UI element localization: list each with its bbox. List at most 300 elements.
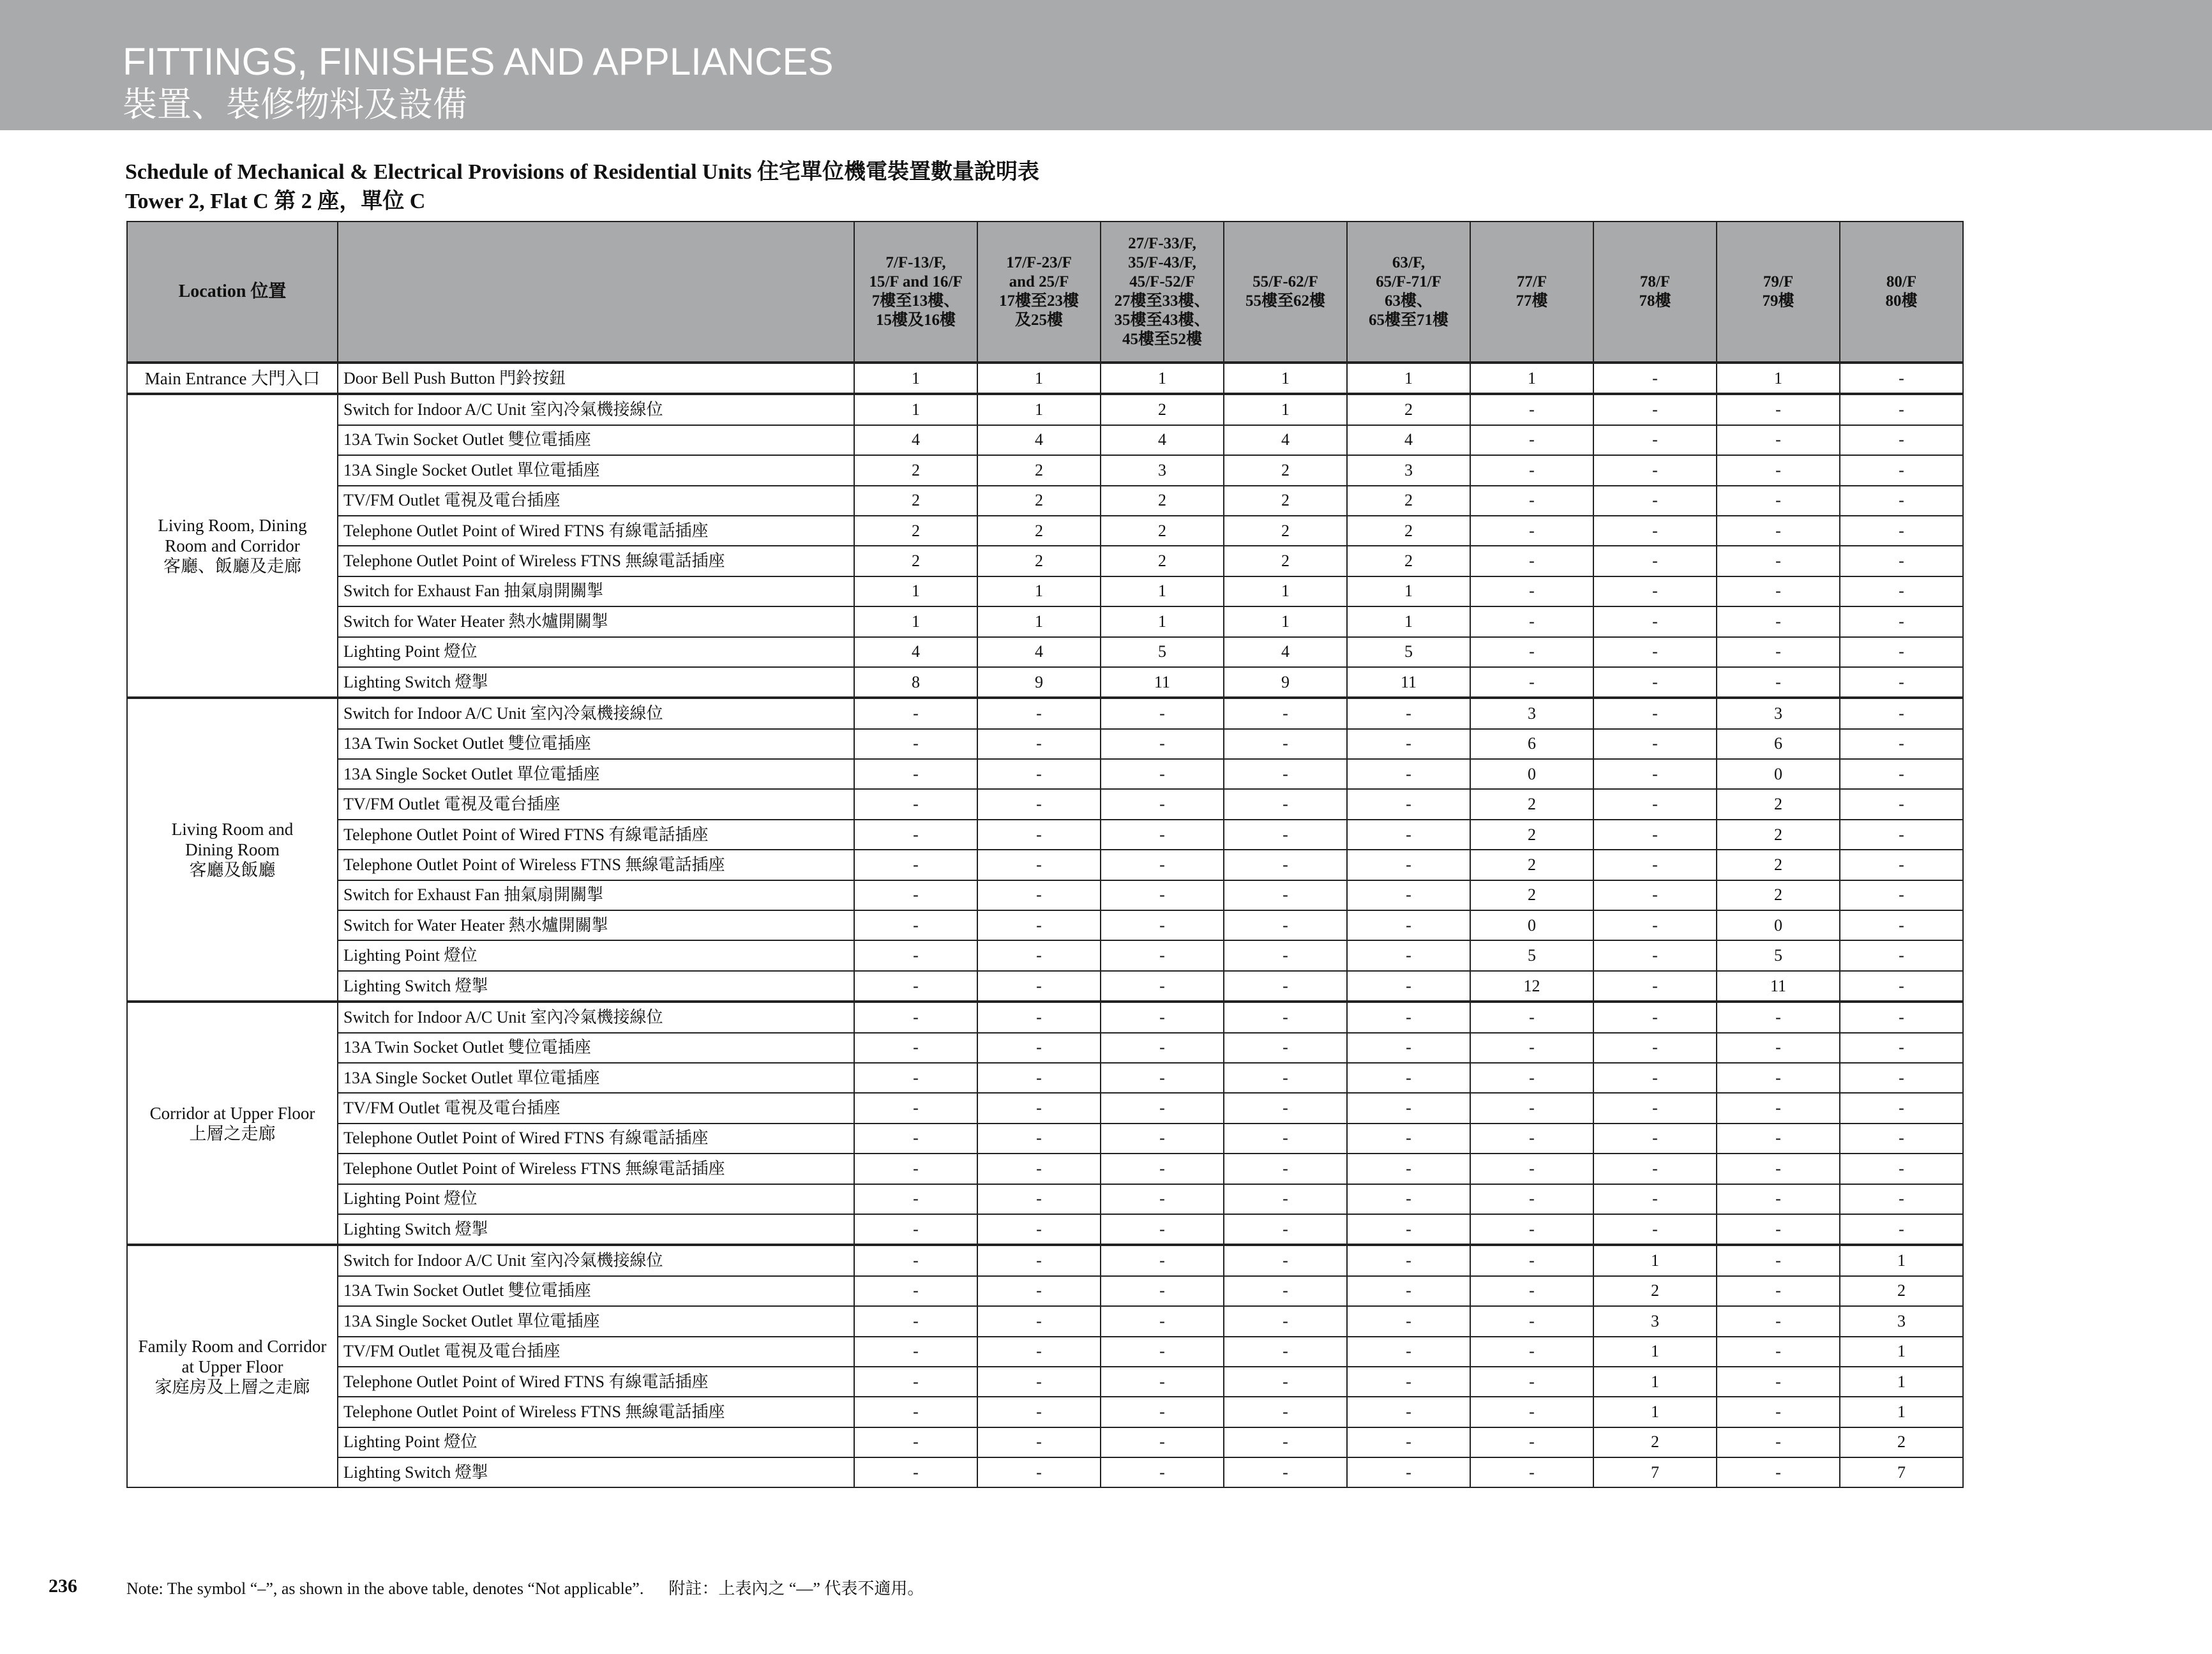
table-row — [127, 363, 1963, 394]
table-row — [127, 1002, 1963, 1032]
quantity-cell: - — [854, 759, 977, 789]
quantity-cell: 7 — [1840, 1457, 1963, 1487]
quantity-cell: - — [1470, 455, 1593, 485]
table-row — [127, 1397, 1963, 1427]
provision-item: TV/FM Outlet 電視及電台插座 — [338, 486, 854, 516]
table-row — [127, 729, 1963, 759]
table-row — [127, 1033, 1963, 1063]
quantity-cell: 2 — [854, 486, 977, 516]
quantity-cell: 2 — [1470, 880, 1593, 910]
quantity-cell: - — [854, 850, 977, 880]
column-header-line: 63樓、 — [1384, 292, 1433, 310]
column-header-line: 77樓 — [1516, 292, 1548, 310]
quantity-cell: - — [1470, 1367, 1593, 1397]
quantity-cell: - — [1593, 363, 1717, 394]
quantity-cell: - — [1593, 455, 1717, 485]
quantity-cell: - — [1840, 940, 1963, 970]
quantity-cell: 2 — [1224, 486, 1347, 516]
column-header-line: 65/F-71/F — [1376, 273, 1441, 290]
quantity-cell: - — [1347, 1367, 1470, 1397]
quantity-cell: - — [854, 1245, 977, 1275]
quantity-cell: 1 — [1101, 363, 1224, 394]
provision-item: TV/FM Outlet 電視及電台插座 — [338, 789, 854, 819]
quantity-cell: - — [1224, 1306, 1347, 1336]
quantity-cell: 2 — [1347, 486, 1470, 516]
quantity-cell: - — [1593, 850, 1717, 880]
quantity-cell: - — [977, 1397, 1101, 1427]
quantity-cell: - — [1224, 729, 1347, 759]
table-row — [127, 910, 1963, 940]
quantity-cell: - — [1470, 1306, 1593, 1336]
table-row — [127, 1367, 1963, 1397]
quantity-cell: - — [1347, 1184, 1470, 1214]
quantity-cell: - — [1470, 606, 1593, 636]
column-header-line: 27樓至33樓、 — [1114, 292, 1210, 310]
quantity-cell: - — [1224, 1063, 1347, 1093]
column-header-line: 17/F-23/F — [1006, 254, 1072, 271]
table-row — [127, 759, 1963, 789]
quantity-cell: - — [1347, 1427, 1470, 1457]
quantity-cell: - — [1717, 546, 1840, 576]
quantity-cell: - — [1224, 1367, 1347, 1397]
quantity-cell: - — [1347, 880, 1470, 910]
quantity-cell: - — [977, 1093, 1101, 1123]
quantity-cell: - — [1101, 789, 1224, 819]
table-row — [127, 1214, 1963, 1245]
quantity-cell: - — [1593, 516, 1717, 546]
quantity-cell: - — [1101, 910, 1224, 940]
location-line: 上層之走廊 — [189, 1124, 276, 1143]
quantity-cell: - — [1347, 1276, 1470, 1306]
quantity-cell: - — [977, 729, 1101, 759]
table-row — [127, 1184, 1963, 1214]
quantity-cell: - — [854, 880, 977, 910]
quantity-cell: - — [1347, 1337, 1470, 1367]
quantity-cell: - — [854, 1337, 977, 1367]
column-header — [854, 222, 977, 363]
quantity-cell: - — [977, 1276, 1101, 1306]
quantity-cell: - — [977, 940, 1101, 970]
quantity-cell: - — [1224, 1457, 1347, 1487]
quantity-cell: - — [1470, 1124, 1593, 1154]
quantity-cell: 4 — [854, 425, 977, 455]
column-header — [1470, 222, 1593, 363]
quantity-cell: - — [1717, 1093, 1840, 1123]
provision-item: 13A Twin Socket Outlet 雙位電插座 — [338, 729, 854, 759]
quantity-cell: 1 — [1840, 1245, 1963, 1275]
quantity-cell: 0 — [1470, 759, 1593, 789]
quantity-cell: - — [1840, 850, 1963, 880]
column-header-line: 55樓至62樓 — [1245, 292, 1325, 310]
table-row — [127, 546, 1963, 576]
quantity-cell: 9 — [977, 667, 1101, 698]
quantity-cell: 1 — [1593, 1245, 1717, 1275]
quantity-cell: - — [1840, 1002, 1963, 1032]
location-line: Corridor at Upper Floor — [149, 1103, 315, 1123]
quantity-cell: 11 — [1347, 667, 1470, 698]
quantity-cell: - — [1593, 940, 1717, 970]
quantity-cell: 1 — [1593, 1397, 1717, 1427]
provision-item: 13A Twin Socket Outlet 雙位電插座 — [338, 1276, 854, 1306]
provision-item: Switch for Indoor A/C Unit 室內冷氣機接線位 — [338, 394, 854, 425]
quantity-cell: 1 — [1224, 394, 1347, 425]
table-row — [127, 394, 1963, 425]
quantity-cell: 1 — [1224, 606, 1347, 636]
item-header — [338, 222, 854, 363]
quantity-cell: - — [854, 971, 977, 1002]
quantity-cell: 0 — [1717, 759, 1840, 789]
column-header-line: 7/F-13/F, — [885, 254, 946, 271]
quantity-cell: 2 — [1101, 394, 1224, 425]
quantity-cell: 1 — [1840, 1337, 1963, 1367]
quantity-cell: - — [1470, 1337, 1593, 1367]
quantity-cell: - — [1101, 880, 1224, 910]
quantity-cell: - — [1347, 1245, 1470, 1275]
quantity-cell: - — [1224, 1154, 1347, 1184]
quantity-cell: - — [1593, 546, 1717, 576]
banner-title-en: FITTINGS, FINISHES AND APPLIANCES — [123, 40, 834, 83]
quantity-cell: - — [1347, 1306, 1470, 1336]
quantity-cell: - — [977, 1033, 1101, 1063]
quantity-cell: - — [1101, 940, 1224, 970]
quantity-cell: 11 — [1101, 667, 1224, 698]
quantity-cell: 2 — [1101, 546, 1224, 576]
table-row — [127, 606, 1963, 636]
quantity-cell: - — [1593, 576, 1717, 606]
location-line: 家庭房及上層之走廊 — [154, 1377, 310, 1397]
table-body — [127, 363, 1963, 1487]
column-header-line: 15樓及16樓 — [875, 312, 956, 329]
quantity-cell: - — [1347, 698, 1470, 728]
column-header-line: 17樓至23樓 — [998, 292, 1079, 310]
quantity-cell: 6 — [1717, 729, 1840, 759]
location-line: Living Room, Dining — [158, 516, 307, 536]
provision-item: Switch for Indoor A/C Unit 室內冷氣機接線位 — [338, 1245, 854, 1275]
quantity-cell: - — [1224, 1124, 1347, 1154]
column-header-line: 7樓至13樓、 — [871, 292, 960, 310]
quantity-cell: - — [1101, 1063, 1224, 1093]
quantity-cell: - — [1593, 1184, 1717, 1214]
quantity-cell: - — [977, 1457, 1101, 1487]
table-row — [127, 698, 1963, 728]
quantity-cell: 5 — [1470, 940, 1593, 970]
quantity-cell: - — [1840, 698, 1963, 728]
column-header — [1224, 222, 1347, 363]
quantity-cell: - — [977, 1306, 1101, 1336]
quantity-cell: - — [1101, 1033, 1224, 1063]
quantity-cell: - — [977, 698, 1101, 728]
quantity-cell: 2 — [977, 546, 1101, 576]
quantity-cell: - — [1224, 820, 1347, 850]
quantity-cell: - — [977, 910, 1101, 940]
quantity-cell: - — [1840, 759, 1963, 789]
column-header — [1840, 222, 1963, 363]
location-cell — [127, 698, 338, 1002]
quantity-cell: 2 — [1224, 546, 1347, 576]
quantity-cell: 4 — [977, 637, 1101, 667]
provision-item: Lighting Switch 燈掣 — [338, 1214, 854, 1245]
quantity-cell: - — [1224, 1397, 1347, 1427]
quantity-cell: 4 — [1224, 425, 1347, 455]
quantity-cell: - — [1224, 971, 1347, 1002]
quantity-cell: 1 — [854, 606, 977, 636]
table-row — [127, 850, 1963, 880]
quantity-cell: 1 — [977, 394, 1101, 425]
quantity-cell: - — [854, 1306, 977, 1336]
quantity-cell: - — [1717, 667, 1840, 698]
quantity-cell: 1 — [1717, 363, 1840, 394]
schedule-subtitle: Tower 2, Flat C 第 2 座，單位 C — [125, 190, 426, 213]
quantity-cell: 2 — [977, 455, 1101, 485]
quantity-cell: - — [1224, 910, 1347, 940]
quantity-cell: 2 — [1470, 850, 1593, 880]
quantity-cell: 0 — [1717, 910, 1840, 940]
quantity-cell: 2 — [1470, 789, 1593, 819]
quantity-cell: - — [1717, 1397, 1840, 1427]
table-row — [127, 425, 1963, 455]
quantity-cell: - — [1840, 546, 1963, 576]
quantity-cell: - — [1840, 606, 1963, 636]
quantity-cell: - — [1470, 1397, 1593, 1427]
quantity-cell: - — [854, 1033, 977, 1063]
quantity-cell: 1 — [1224, 363, 1347, 394]
table-row — [127, 971, 1963, 1002]
quantity-cell: - — [854, 1367, 977, 1397]
quantity-cell: - — [1470, 1033, 1593, 1063]
quantity-cell: - — [854, 1002, 977, 1032]
quantity-cell: 4 — [1224, 637, 1347, 667]
quantity-cell: - — [1101, 1306, 1224, 1336]
quantity-cell: 3 — [1101, 455, 1224, 485]
quantity-cell: - — [854, 698, 977, 728]
provision-item: Lighting Switch 燈掣 — [338, 667, 854, 698]
quantity-cell: 1 — [854, 363, 977, 394]
quantity-cell: - — [1840, 971, 1963, 1002]
quantity-cell: - — [977, 1154, 1101, 1184]
provision-item: Switch for Indoor A/C Unit 室內冷氣機接線位 — [338, 1002, 854, 1032]
quantity-cell: - — [1101, 820, 1224, 850]
quantity-cell: 2 — [1101, 516, 1224, 546]
quantity-cell: - — [1840, 1214, 1963, 1245]
quantity-cell: - — [1470, 394, 1593, 425]
quantity-cell: - — [1717, 1367, 1840, 1397]
quantity-cell: - — [1717, 455, 1840, 485]
provision-item: 13A Single Socket Outlet 單位電插座 — [338, 1063, 854, 1093]
quantity-cell: - — [1101, 1457, 1224, 1487]
quantity-cell: - — [1593, 820, 1717, 850]
quantity-cell: 4 — [854, 637, 977, 667]
location-line: Room and Corridor — [165, 536, 300, 556]
table-header-row — [127, 222, 1963, 363]
quantity-cell: - — [1593, 1093, 1717, 1123]
quantity-cell: - — [1717, 1337, 1840, 1367]
quantity-cell: 5 — [1101, 637, 1224, 667]
provision-item: Switch for Water Heater 熱水爐開關掣 — [338, 910, 854, 940]
quantity-cell: - — [1840, 455, 1963, 485]
quantity-cell: - — [1347, 850, 1470, 880]
quantity-cell: - — [1101, 971, 1224, 1002]
column-header-line: 79樓 — [1762, 292, 1794, 310]
column-header-line: 78/F — [1639, 273, 1671, 290]
location-line: 客廳及飯廳 — [189, 861, 276, 880]
provision-item: Lighting Point 燈位 — [338, 1427, 854, 1457]
quantity-cell: 2 — [1593, 1427, 1717, 1457]
quantity-cell: - — [854, 1093, 977, 1123]
quantity-cell: - — [1224, 1093, 1347, 1123]
quantity-cell: 2 — [1224, 455, 1347, 485]
table-row — [127, 880, 1963, 910]
provision-item: Lighting Switch 燈掣 — [338, 1457, 854, 1487]
quantity-cell: - — [854, 789, 977, 819]
quantity-cell: - — [1224, 1184, 1347, 1214]
quantity-cell: - — [1840, 363, 1963, 394]
table-row — [127, 1093, 1963, 1123]
table-row — [127, 1124, 1963, 1154]
quantity-cell: - — [1347, 910, 1470, 940]
quantity-cell: 2 — [1224, 516, 1347, 546]
quantity-cell: - — [1840, 880, 1963, 910]
quantity-cell: - — [977, 1184, 1101, 1214]
quantity-cell: - — [1101, 698, 1224, 728]
quantity-cell: - — [1101, 1214, 1224, 1245]
provision-item: Telephone Outlet Point of Wireless FTNS 無線電話插座 — [338, 850, 854, 880]
column-header-line: 63/F, — [1392, 254, 1426, 271]
provisions-table — [126, 221, 1964, 1488]
provision-item: Lighting Point 燈位 — [338, 637, 854, 667]
quantity-cell: - — [977, 971, 1101, 1002]
quantity-cell: - — [854, 1154, 977, 1184]
quantity-cell: 1 — [1101, 606, 1224, 636]
quantity-cell: - — [854, 1276, 977, 1306]
quantity-cell: - — [1347, 1033, 1470, 1063]
provision-item: 13A Single Socket Outlet 單位電插座 — [338, 455, 854, 485]
quantity-cell: - — [1347, 820, 1470, 850]
quantity-cell: - — [1101, 850, 1224, 880]
provision-item: Switch for Exhaust Fan 抽氣扇開關掣 — [338, 880, 854, 910]
quantity-cell: - — [1717, 1306, 1840, 1336]
table-row — [127, 637, 1963, 667]
quantity-cell: - — [1593, 606, 1717, 636]
quantity-cell: - — [1101, 1397, 1224, 1427]
quantity-cell: - — [1593, 729, 1717, 759]
quantity-cell: 2 — [854, 546, 977, 576]
quantity-cell: - — [1593, 394, 1717, 425]
quantity-cell: 9 — [1224, 667, 1347, 698]
quantity-cell: - — [1593, 1033, 1717, 1063]
quantity-cell: 2 — [854, 516, 977, 546]
quantity-cell: - — [1347, 789, 1470, 819]
location-cell — [127, 1002, 338, 1245]
quantity-cell: - — [1717, 1214, 1840, 1245]
column-header-line: 35樓至43樓、 — [1114, 312, 1210, 329]
quantity-cell: 5 — [1717, 940, 1840, 970]
location-line: Living Room and — [171, 820, 294, 839]
table-row — [127, 1245, 1963, 1275]
column-header-line: 80樓 — [1885, 292, 1918, 310]
quantity-cell: 1 — [977, 576, 1101, 606]
quantity-cell: 3 — [1717, 698, 1840, 728]
quantity-cell: - — [1593, 1063, 1717, 1093]
quantity-cell: - — [1101, 1184, 1224, 1214]
table-row — [127, 516, 1963, 546]
provision-item: Switch for Indoor A/C Unit 室內冷氣機接線位 — [338, 698, 854, 728]
quantity-cell: - — [1470, 1457, 1593, 1487]
quantity-cell: - — [1224, 1337, 1347, 1367]
quantity-cell: 2 — [1717, 880, 1840, 910]
quantity-cell: 1 — [1840, 1367, 1963, 1397]
quantity-cell: - — [1470, 1093, 1593, 1123]
quantity-cell: - — [977, 850, 1101, 880]
quantity-cell: - — [1717, 1154, 1840, 1184]
quantity-cell: - — [1593, 1124, 1717, 1154]
quantity-cell: 1 — [1347, 363, 1470, 394]
quantity-cell: - — [1593, 880, 1717, 910]
quantity-cell: - — [854, 820, 977, 850]
provision-item: Telephone Outlet Point of Wired FTNS 有線電話插座 — [338, 820, 854, 850]
quantity-cell: - — [854, 729, 977, 759]
quantity-cell: - — [977, 880, 1101, 910]
quantity-cell: - — [1593, 971, 1717, 1002]
quantity-cell: - — [1224, 1276, 1347, 1306]
quantity-cell: - — [1717, 1457, 1840, 1487]
quantity-cell: 2 — [977, 486, 1101, 516]
location-line: Family Room and Corridor — [138, 1336, 327, 1356]
page-number: 236 — [49, 1575, 77, 1597]
provision-item: Switch for Water Heater 熱水爐開關掣 — [338, 606, 854, 636]
provision-item: Lighting Point 燈位 — [338, 940, 854, 970]
quantity-cell: 2 — [1717, 850, 1840, 880]
quantity-cell: - — [1840, 516, 1963, 546]
quantity-cell: - — [1593, 1214, 1717, 1245]
quantity-cell: - — [1717, 1002, 1840, 1032]
provision-item: TV/FM Outlet 電視及電台插座 — [338, 1093, 854, 1123]
location-line: Dining Room — [185, 840, 280, 860]
quantity-cell: - — [1101, 1337, 1224, 1367]
quantity-cell: 4 — [1101, 425, 1224, 455]
quantity-cell: 2 — [1101, 486, 1224, 516]
quantity-cell: - — [1717, 516, 1840, 546]
quantity-cell: - — [1470, 1154, 1593, 1184]
quantity-cell: - — [1470, 1245, 1593, 1275]
quantity-cell: - — [1224, 789, 1347, 819]
location-header: Location 位置 — [127, 222, 338, 363]
quantity-cell: - — [1224, 1245, 1347, 1275]
quantity-cell: - — [1224, 1214, 1347, 1245]
column-header-line: 及25樓 — [1014, 312, 1063, 329]
quantity-cell: - — [854, 1457, 977, 1487]
location-line: at Upper Floor — [181, 1357, 283, 1376]
table-row — [127, 1154, 1963, 1184]
quantity-cell: - — [1717, 1063, 1840, 1093]
quantity-cell: 5 — [1347, 637, 1470, 667]
provision-item: Telephone Outlet Point of Wireless FTNS 無線電話插座 — [338, 546, 854, 576]
quantity-cell: - — [1470, 1002, 1593, 1032]
quantity-cell: 2 — [1347, 394, 1470, 425]
quantity-cell: - — [1593, 425, 1717, 455]
column-header — [1101, 222, 1224, 363]
quantity-cell: - — [1717, 425, 1840, 455]
quantity-cell: - — [977, 1245, 1101, 1275]
quantity-cell: - — [1347, 1154, 1470, 1184]
quantity-cell: - — [1470, 667, 1593, 698]
quantity-cell: - — [1717, 1276, 1840, 1306]
column-header-line: 77/F — [1516, 273, 1547, 290]
quantity-cell: - — [1593, 910, 1717, 940]
quantity-cell: - — [977, 1427, 1101, 1457]
quantity-cell: - — [1717, 1427, 1840, 1457]
quantity-cell: - — [1224, 940, 1347, 970]
quantity-cell: - — [1101, 1124, 1224, 1154]
